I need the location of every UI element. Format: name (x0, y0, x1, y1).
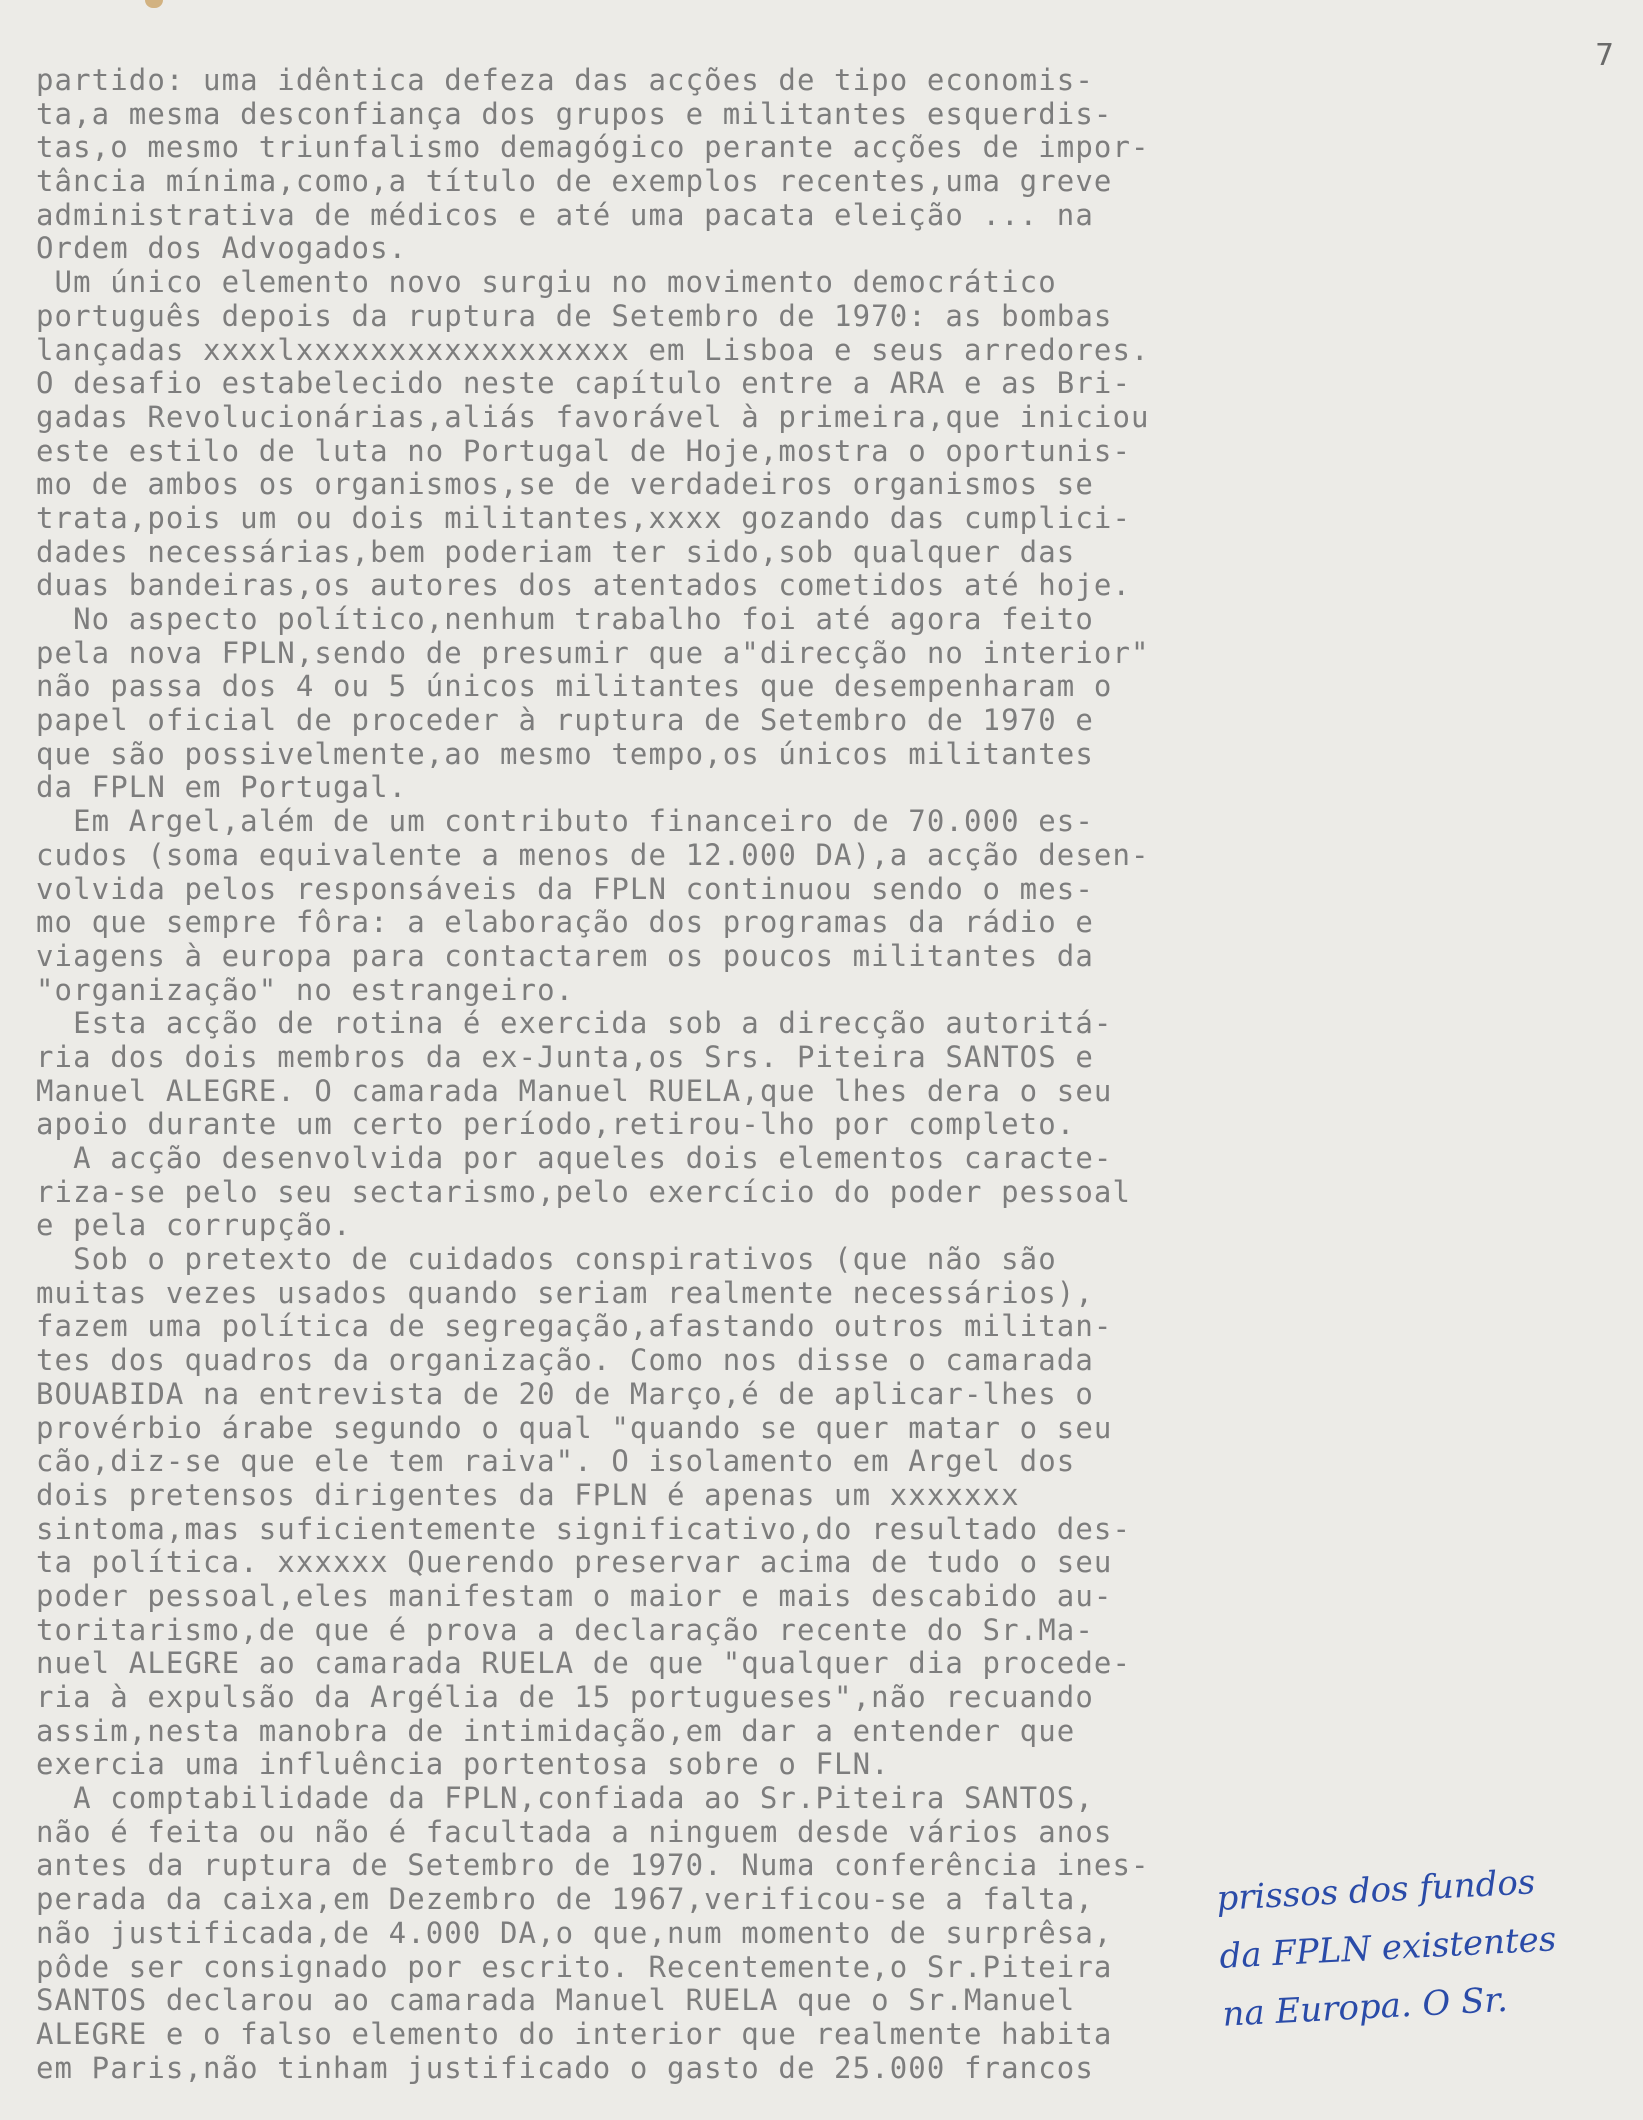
text-line: pôde ser consignado por escrito. Recentemente,o Sr.Piteira (36, 1949, 1113, 1984)
text-line: toritarismo,de que é prova a declaração recente do Sr.Ma- (36, 1612, 1094, 1647)
text-line: ria à expulsão da Argélia de 15 portugueses",não recuando (36, 1680, 1094, 1714)
text-line: ALEGRE e o falso elemento do interior que realmente habita (36, 2016, 1113, 2051)
text-line: A comptabilidade da FPLN,confiada ao Sr.Piteira SANTOS, (36, 1781, 1094, 1816)
text-line: provérbio árabe segundo o qual "quando se quer matar o seu (36, 1410, 1113, 1445)
text-line: sintoma,mas suficientemente significativo,do resultado des- (36, 1511, 1132, 1546)
paper-stain (145, 0, 163, 8)
text-line: muitas vezes usados quando seriam realmente necessários), (36, 1275, 1094, 1310)
text-line: perada da caixa,em Dezembro de 1967,verificou-se a falta, (36, 1882, 1094, 1917)
text-line: português depois da ruptura de Setembro de 1970: as bombas (36, 298, 1113, 333)
text-line: este estilo de luta no Portugal de Hoje,mostra o oportunis- (36, 433, 1132, 468)
annotation-line: na Europa. O Sr. (1221, 1979, 1509, 2035)
text-line: assim,nesta manobra de intimidação,em dar a entender que (36, 1713, 1076, 1748)
text-line: riza-se pelo seu sectarismo,pelo exercício do poder pessoal (36, 1174, 1132, 1209)
text-line: A acção desenvolvida por aqueles dois elementos caracte- (36, 1141, 1113, 1175)
text-line: poder pessoal,eles manifestam o maior e mais descabido au- (36, 1578, 1113, 1613)
text-line: ria dos dois membros da ex-Junta,os Srs. Piteira SANTOS e (36, 1039, 1094, 1074)
text-line: ta,a mesma desconfiança dos grupos e militantes esquerdis- (36, 96, 1113, 131)
text-line: e pela corrupção. (36, 1208, 352, 1243)
text-line: tes dos quadros da organização. Como nos disse o camarada (36, 1343, 1094, 1378)
annotation-line: da FPLN existentes (1218, 1919, 1558, 1977)
text-line: apoio durante um certo período,retirou-lho por completo. (36, 1107, 1076, 1142)
text-line: Manuel ALEGRE. O camarada Manuel RUELA,que lhes dera o seu (36, 1073, 1113, 1108)
text-line: não é feita ou não é facultada a ninguem desde vários anos (36, 1814, 1113, 1849)
text-line: tância mínima,como,a título de exemplos recentes,uma greve (36, 164, 1113, 199)
text-line: partido: uma idêntica defeza das acções de tipo economis- (36, 63, 1094, 97)
text-line: viagens à europa para contactarem os poucos militantes da (36, 938, 1094, 973)
typescript-body (36, 64, 1266, 2085)
text-line: não passa dos 4 ou 5 únicos militantes que desempenharam o (36, 669, 1113, 704)
text-line: volvida pelos responsáveis da FPLN continuou sendo o mes- (36, 871, 1094, 906)
text-line: administrativa de médicos e até uma pacata eleição ... na (36, 197, 1094, 232)
text-line: SANTOS declarou ao camarada Manuel RUELA que o Sr.Manuel (36, 1983, 1076, 2018)
text-line: nuel ALEGRE ao camarada RUELA de que "qualquer dia procede- (36, 1646, 1132, 1681)
text-line: BOUABIDA na entrevista de 20 de Março,é de aplicar-lhes o (36, 1376, 1094, 1411)
text-line: da FPLN em Portugal. (36, 770, 408, 805)
text-line: mo de ambos os organismos,se de verdadeiros organismos se (36, 467, 1094, 502)
text-line: Ordem dos Advogados. (36, 231, 408, 266)
handwritten-annotation (1215, 1848, 1643, 2044)
text-line: dois pretensos dirigentes da FPLN é apenas um xxxxxxx (36, 1477, 1020, 1512)
text-line: O desafio estabelecido neste capítulo entre a ARA e as Bri- (36, 366, 1132, 401)
text-line: fazem uma política de segregação,afastando outros militan- (36, 1309, 1113, 1344)
text-line: que são possivelmente,ao mesmo tempo,os únicos militantes (36, 736, 1094, 771)
text-line: lançadas xxxxlxxxxxxxxxxxxxxxxxx em Lisboa e seus arredores. (36, 332, 1150, 367)
text-line: não justificada,de 4.000 DA,o que,num momento de surprêsa, (36, 1915, 1113, 1950)
text-line: "organização" no estrangeiro. (36, 972, 575, 1007)
text-line: ta política. xxxxxx Querendo preservar acima de tudo o seu (36, 1545, 1113, 1580)
text-line: Esta acção de rotina é exercida sob a direcção autoritá- (36, 1006, 1113, 1041)
text-line: No aspecto político,nenhum trabalho foi até agora feito (36, 602, 1094, 636)
text-line: cão,diz-se que ele tem raiva". O isolamento em Argel dos (36, 1444, 1076, 1479)
text-line: exercia uma influência portentosa sobre o FLN. (36, 1747, 890, 1782)
text-line: papel oficial de proceder à ruptura de Setembro de 1970 e (36, 703, 1094, 738)
text-line: antes da ruptura de Setembro de 1970. Numa conferência ines- (36, 1848, 1150, 1883)
text-line: em Paris,não tinham justificado o gasto de 25.000 francos (36, 2050, 1094, 2085)
text-line: trata,pois um ou dois militantes,xxxx gozando das cumplici- (36, 500, 1132, 535)
text-line: Sob o pretexto de cuidados conspirativos (que não são (36, 1242, 1057, 1277)
text-line: tas,o mesmo triunfalismo demagógico perante acções de impor- (36, 130, 1150, 165)
text-line: cudos (soma equivalente a menos de 12.000 DA),a acção desen- (36, 837, 1150, 872)
text-line: gadas Revolucionárias,aliás favorável à primeira,que iniciou (36, 399, 1150, 434)
text-line: duas bandeiras,os autores dos atentados cometidos até hoje. (36, 568, 1132, 603)
annotation-line: prissos dos fundos (1215, 1862, 1537, 1919)
text-line: pela nova FPLN,sendo de presumir que a"direcção no interior" (36, 635, 1150, 670)
text-line: mo que sempre fôra: a elaboração dos programas da rádio e (36, 905, 1094, 940)
text-line: dades necessárias,bem poderiam ter sido,sob qualquer das (36, 534, 1076, 569)
text-line: Um único elemento novo surgiu no movimento democrático (36, 265, 1057, 300)
page-number: 7 (1595, 38, 1615, 73)
text-line: Em Argel,além de um contributo financeiro de 70.000 es- (36, 804, 1094, 839)
